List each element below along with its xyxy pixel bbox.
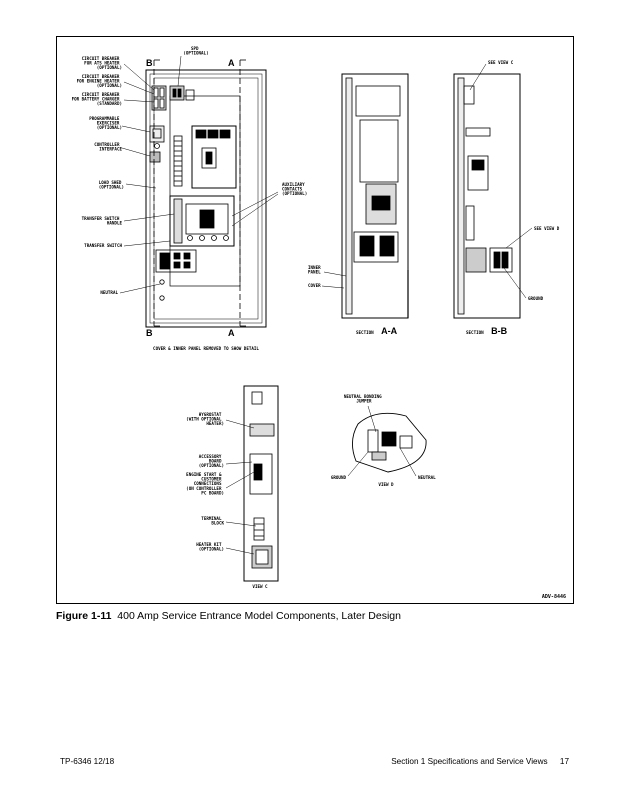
drawing-id: ADV-8446 xyxy=(541,594,566,600)
label-inner-panel: INNER PANEL xyxy=(308,265,321,275)
label-programmable-exerciser: PROGRAMMABLE EXERCISER (OPTIONAL) xyxy=(89,116,122,131)
view-d-drawing xyxy=(352,413,426,472)
label-auxiliary-contacts: AUXILIARY CONTACTS (OPTIONAL) xyxy=(282,182,308,197)
label-terminal-block: TERMINAL BLOCK xyxy=(201,516,224,526)
front-view-caption: COVER & INNER PANEL REMOVED TO SHOW DETAIL xyxy=(153,346,259,351)
figure-caption xyxy=(56,610,401,622)
front-view-leaders xyxy=(120,56,278,293)
label-heater-kit: HEATER KIT (OPTIONAL) xyxy=(196,542,224,552)
section-bb-caption: SECTION B-B xyxy=(466,326,508,336)
label-cb-engine-heater: CIRCUIT BREAKER FOR ENGINE HEATER (OPTIONAL) xyxy=(76,74,122,89)
view-d-caption: VIEW D xyxy=(378,482,394,487)
section-aa-caption: SECTION A-A xyxy=(356,326,398,336)
section-bb-label-group xyxy=(466,60,560,338)
label-see-view-d: SEE VIEW D xyxy=(534,226,560,231)
label-load-shed: LOAD SHED (OPTIONAL) xyxy=(98,180,124,190)
section-mark-b-bottom: B xyxy=(146,328,153,338)
label-engine-start: ENGINE START & CUSTOMER CONNECTIONS (ON CONTROLLER PC BOARD) xyxy=(186,472,224,496)
figure-number: Figure 1-11 xyxy=(56,610,112,622)
footer-right xyxy=(381,757,569,766)
label-transfer-switch-handle: TRANSFER SWITCH HANDLE xyxy=(81,216,122,226)
footer-doc-id: TP-6346 12/18 xyxy=(60,757,115,766)
label-neutral-d: NEUTRAL xyxy=(418,475,436,480)
footer-page-number: 17 xyxy=(559,757,569,766)
label-cb-ats-heater: CIRCUIT BREAKER FOR ATS HEATER (OPTIONAL) xyxy=(81,56,122,71)
view-c-drawing xyxy=(244,386,278,581)
section-mark-a-bottom: A xyxy=(228,328,235,338)
section-mark-a-top: A xyxy=(228,58,235,68)
label-accessory-board: ACCESSORY BOARD (OPTIONAL) xyxy=(198,454,224,469)
section-bb-drawing xyxy=(454,74,520,318)
label-transfer-switch: TRANSFER SWITCH xyxy=(84,243,122,248)
label-ground-d: GROUND xyxy=(330,475,346,480)
section-aa-label-group xyxy=(308,265,398,338)
label-see-view-c: SEE VIEW C xyxy=(488,60,514,65)
label-ground-bb: GROUND xyxy=(528,296,544,301)
label-controller-interface: CONTROLLER INTERFACE xyxy=(94,142,122,152)
label-cb-battery-charger: CIRCUIT BREAKER FOR BATTERY CHARGER (STANDARD) xyxy=(71,92,122,107)
label-neutral-bonding-jumper: NEUTRAL BONDING JUMPER xyxy=(343,394,382,404)
label-cover: COVER xyxy=(308,283,321,288)
figure-title: 400 Amp Service Entrance Model Components, Later Design xyxy=(117,610,401,622)
front-view-enclosure xyxy=(146,60,266,327)
section-aa-drawing xyxy=(342,74,408,318)
label-spd: SPD (OPTIONAL) xyxy=(183,46,209,56)
footer-section: Section 1 Specifications and Service Views xyxy=(391,757,548,766)
label-hygrostat: HYGROSTAT (WITH OPTIONAL HEATER) xyxy=(186,412,224,427)
view-c-caption: VIEW C xyxy=(252,584,268,589)
label-neutral: NEUTRAL xyxy=(100,290,118,295)
technical-drawing xyxy=(56,36,574,604)
section-mark-b-top: B xyxy=(146,58,153,68)
